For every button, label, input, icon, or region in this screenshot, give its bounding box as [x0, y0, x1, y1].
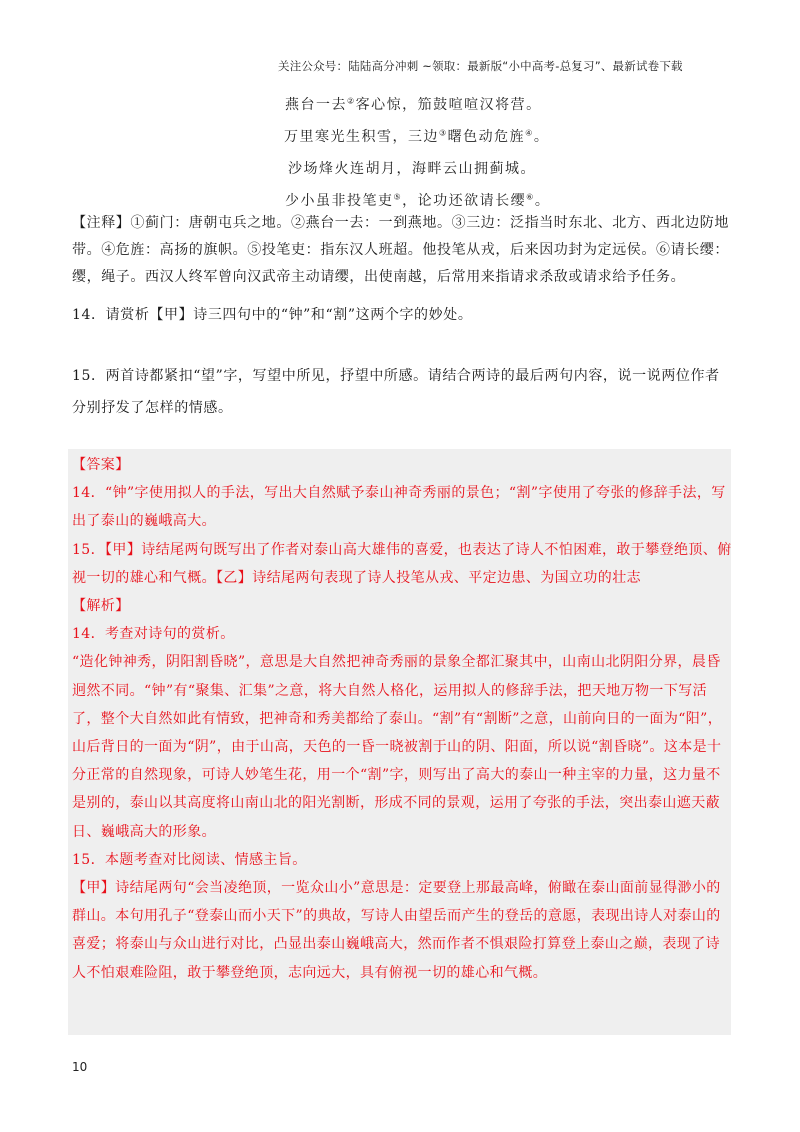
poem-line-2: 万里寒光生积雪，三边③曙色动危旌④。: [284, 128, 550, 145]
analysis-label: 【解析】: [72, 598, 130, 615]
header-note: 关注公众号：陆陆高分冲刺 ~领取：最新版“小中高考-总复习”、最新试卷下载: [278, 59, 683, 73]
poem-line-4: 少小虽非投笔吏⑤，论功还欲请长缨⑥。: [285, 192, 551, 209]
analysis-14-title: 14．考查对诗句的赏析。: [72, 626, 235, 643]
page-number: 10: [72, 1060, 88, 1074]
answer-14: 14．“钟”字使用拟人的手法，写出大自然赋予泰山神奇秀丽的景色；“割”字使用了夸张的修辞手法，写出了泰山的巍峨高大。: [72, 485, 726, 530]
analysis-14-body: “造化钟神秀，阴阳割昏晓”，意思是大自然把神奇秀丽的景象全都汇聚其中，山南山北阴阳分界，晨昏迥然不同。“钟”有“聚集、汇集”之意，将大自然人格化，运用拟人的修辞手法，把天地万物一下写活了，整个大自然如此有情致，把神奇和秀美都给了泰山。“割”有“割断”之意，山前向日的一面为“阳”，山后背日的一面为“阴”，由于山高，天色的一昏一晓被割于山的阴、阳面，所以说“割昏晓”。这本是十分正常的自然现象，可诗人妙笔生花，用一个“割”字，则写出了高大的泰山一种主宰的力量，这力量不是别的，泰山以其高度将山南山北的阳光割断，形成不同的景观，运用了夸张的手法，突出泰山遮天蔽日、巍峨高大的形象。: [72, 654, 723, 840]
answer-section: [72, 451, 732, 987]
question-14: 14．请赏析【甲】诗三四句中的“钟”和“割”这两个字的妙处。: [72, 307, 473, 323]
answer-15: 15．【甲】诗结尾两句既写出了作者对泰山高大雄伟的喜爱，也表达了诗人不怕困难，敢于攀登绝顶、俯视一切的雄心和气概。【乙】诗结尾两句表现了诗人投笔从戎、平定边患、为国立功的壮志: [72, 541, 732, 586]
question-15: 15．两首诗都紧扣“望”字，写望中所见，抒望中所感。请结合两诗的最后两句内容，说一说两位作者分别抒发了怎样的情感。: [72, 368, 720, 416]
poem-line-1: 燕台一去②客心惊，笳鼓喧喧汉将营。: [285, 96, 542, 113]
poem-line-3: 沙场烽火连胡月，海畔云山拥蓟城。: [288, 161, 536, 177]
analysis-15-title: 15．本题考查对比阅读、情感主旨。: [72, 851, 307, 868]
answer-label: 【答案】: [72, 457, 130, 473]
analysis-15-body: 【甲】诗结尾两句“会当凌绝顶，一览众山小”意思是：定要登上那最高峰，俯瞰在泰山面前显得渺小的群山。本句用孔子“登泰山而小天下”的典故，写诗人由望岳而产生的登岳的意愿，表现出诗人对泰山的喜爱；将泰山与众山进行对比，凸显出泰山巍峨高大，然而作者不惧艰险打算登上泰山之巅，表现了诗人不怕艰难险阻，敢于攀登绝顶，志向远大，具有俯视一切的雄心和气概。: [72, 880, 721, 981]
poem-notes: 【注释】①蓟门：唐朝屯兵之地。②燕台一去：一到燕地。③三边：泛指当时东北、北方、西北边防地带。④危旌：高扬的旗帜。⑤投笔吏：指东汉人班超。他投笔从戎，后来因功封为定远侯。⑥请长缨：缨，绳子。西汉人终军曾向汉武帝主动请缨，出使南越，后常用来指请求杀敌或请求给予任务。: [72, 215, 729, 285]
